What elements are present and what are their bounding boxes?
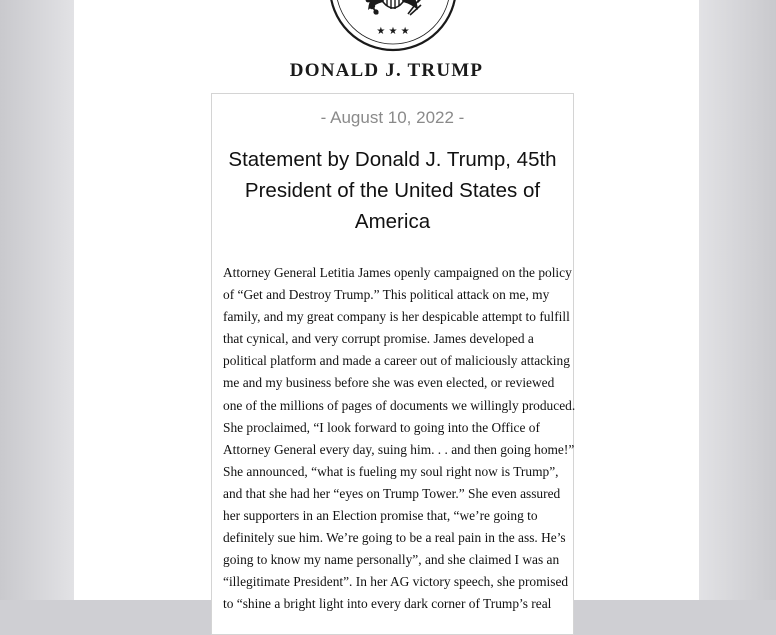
statement-title-line: America (354, 210, 431, 233)
body-line: that cynical, and very corrupt promise. James developed a (223, 331, 534, 347)
body-line: her supporters in an Election promise that, “we’re going to (223, 508, 538, 524)
statement-body (223, 262, 576, 616)
body-line: of “Get and Destroy Trump.” This political attack on me, my (223, 287, 550, 303)
body-line: She announced, “what is fueling my soul right now is Trump”, (223, 463, 559, 479)
statement-card (211, 93, 574, 635)
body-line: to “shine a bright light into every dark corner of Trump’s real (223, 596, 552, 612)
body-line: Attorney General Letitia James openly campaigned on the policy (223, 265, 572, 280)
body-line: “illegitimate President”. In her AG victory speech, she promised (223, 574, 569, 590)
body-line: Attorney General every day, suing him. . . and then going home!” (223, 441, 575, 457)
body-line: family, and my great company is her despicable attempt to fulfill (223, 309, 570, 325)
statement-title (218, 144, 567, 237)
statement-page (74, 0, 699, 612)
statement-title-line: President of the United States of (244, 179, 541, 202)
body-line: She proclaimed, “I look forward to going into the Office of (223, 419, 540, 435)
svg-text:★ ★ ★: ★ ★ ★ (376, 26, 410, 37)
body-line: going to know my name personally”, and she claimed I was an (223, 552, 560, 568)
body-line: and that she had her “eyes on Trump Tower.” She even assured (223, 485, 561, 501)
eagle-seal-icon (328, 0, 458, 57)
body-line: definitely sue him. We’re going to be a real pain in the ass. He’s (223, 530, 566, 546)
background-right (699, 0, 776, 600)
statement-title-line: Statement by Donald J. Trump, 45th (228, 148, 557, 171)
body-line: one of the millions of pages of documents we willingly produced. (223, 397, 576, 413)
background-left (0, 0, 74, 600)
body-line: political platform and made a career out of maliciously attacking (223, 353, 570, 369)
statement-date: - August 10, 2022 - (320, 108, 465, 127)
body-line: me and my business before she was even elected, or reviewed (223, 375, 555, 391)
letterhead-name: DONALD J. TRUMP (289, 60, 484, 81)
